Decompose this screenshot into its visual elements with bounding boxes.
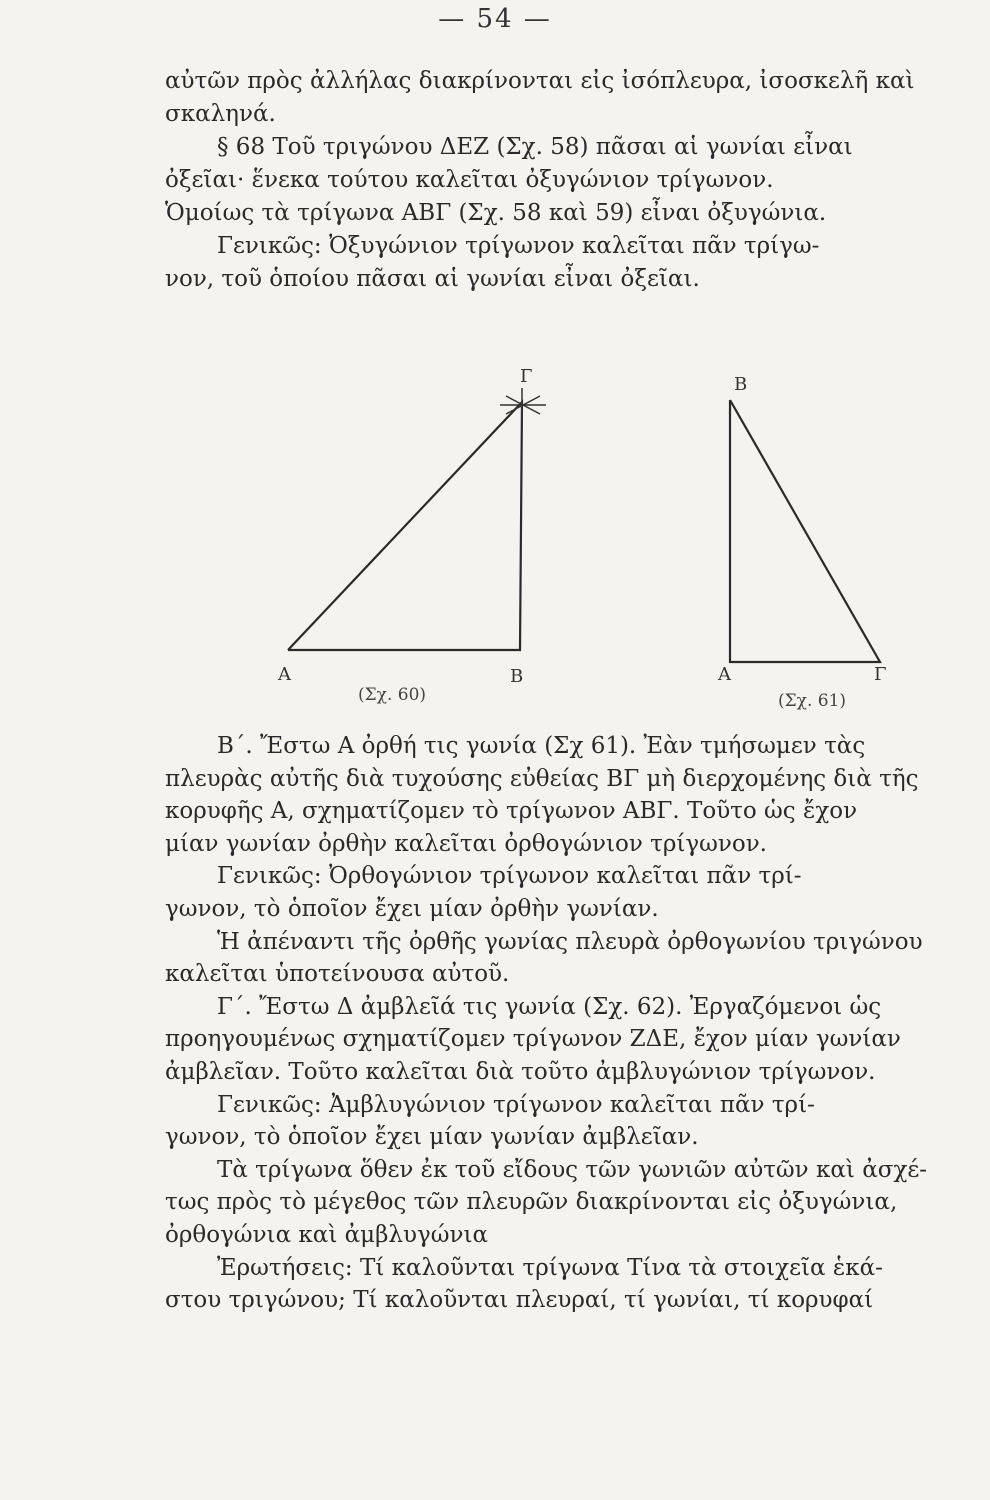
text-line: ἀμβλεῖαν. Τοῦτο καλεῖται διὰ τοῦτο ἀμβλυγώνιον τρίγωνον. [165,1058,876,1085]
triangle-figures [0,360,990,720]
text-line: ὀξεῖαι· ἕνεκα τούτου καλεῖται ὀξυγώνιον τρίγωνον. [165,167,774,193]
fig60-triangle [288,402,522,650]
text-line: Γενικῶς: Ὀξυγώνιον τρίγωνον καλεῖται πᾶν τρίγω- [217,233,820,259]
bottom-paragraphs [165,730,980,1317]
text-line: στου τριγώνου; Τί καλοῦνται πλευραί, τί γωνίαι, τί κορυφαί [165,1287,874,1314]
text-line: τως πρὸς τὸ μέγεθος τῶν πλευρῶν διακρίνονται εἰς ὀξυγώνια, [165,1189,898,1216]
fig61-label-a: A [718,664,731,685]
text-line: προηγουμένως σχηματίζομεν τρίγωνον ΖΔΕ, ἔχον μίαν γωνίαν [165,1026,901,1053]
fig60-label-b: B [510,666,524,687]
top-paragraphs [165,65,980,296]
text-line: § 68 Τοῦ τριγώνου ΔΕΖ (Σχ. 58) πᾶσαι αἱ γωνίαι εἶναι [217,134,853,160]
figure-60 [277,366,546,705]
text-line: καλεῖται ὑποτείνουσα αὐτοῦ. [165,961,510,988]
figure-61 [717,374,887,711]
text-line: νον, τοῦ ὁποίου πᾶσαι αἱ γωνίαι εἶναι ὀξεῖαι. [165,266,700,292]
fig61-caption: (Σχ. 61) [778,691,847,711]
fig60-caption: (Σχ. 60) [358,685,427,705]
fig61-triangle [730,400,880,662]
fig60-label-a: A [278,664,291,685]
text-line: σκαληνά. [165,101,276,127]
text-line: Γενικῶς: Ἀμβλυγώνιον τρίγωνον καλεῖται πᾶν τρί- [217,1091,815,1118]
text-line: Β΄. Ἔστω Α ὀρθή τις γωνία (Σχ 61). Ἐὰν τμήσωμεν τὰς [217,733,866,759]
text-line: ὀρθογώνια καὶ ἀμβλυγώνια [165,1221,489,1248]
text-line: Ὁμοίως τὰ τρίγωνα ΑΒΓ (Σχ. 58 καὶ 59) εἶναι ὀξυγώνια. [165,200,827,226]
fig61-label-b: B [734,374,748,395]
text-line: κορυφῆς Α, σχηματίζομεν τὸ τρίγωνον ΑΒΓ. Τοῦτο ὡς ἔχον [165,798,858,825]
text-line: αὐτῶν πρὸς ἀλλήλας διακρίνονται εἰς ἰσόπλευρα, ἰσοσκελῆ καὶ [165,68,915,94]
text-line: πλευρὰς αὐτῆς διὰ τυχούσης εὐθείας ΒΓ μὴ διερχομένης διὰ τῆς [165,765,919,792]
text-line: Ἐρωτήσεις: Τί καλοῦνται τρίγωνα Τίνα τὰ στοιχεῖα ἑκά- [217,1254,883,1281]
fig60-label-c: Γ [520,366,533,387]
text-line: Τὰ τρίγωνα ὅθεν ἐκ τοῦ εἴδους τῶν γωνιῶν αὐτῶν καὶ ἀσχέ- [217,1156,928,1183]
text-line: μίαν γωνίαν ὀρθὴν καλεῖται ὀρθογώνιον τρίγωνον. [165,830,767,857]
text-line: γωνον, τὸ ὁποῖον ἔχει μίαν ὀρθὴν γωνίαν. [165,895,659,922]
text-line: Γενικῶς: Ὀρθογώνιον τρίγωνον καλεῖται πᾶν τρί- [217,863,802,890]
fig61-label-c: Γ [874,664,887,685]
page-number: — 54 — [438,4,552,34]
text-line: Γ΄. Ἔστω Δ ἀμβλεῖά τις γωνία (Σχ. 62). Ἐργαζόμενοι ὡς [217,993,882,1020]
text-line: γωνον, τὸ ὁποῖον ἔχει μίαν γωνίαν ἀμβλεῖαν. [165,1124,699,1151]
text-line: Ἡ ἀπέναντι τῆς ὀρθῆς γωνίας πλευρὰ ὀρθογωνίου τριγώνου [217,928,923,955]
